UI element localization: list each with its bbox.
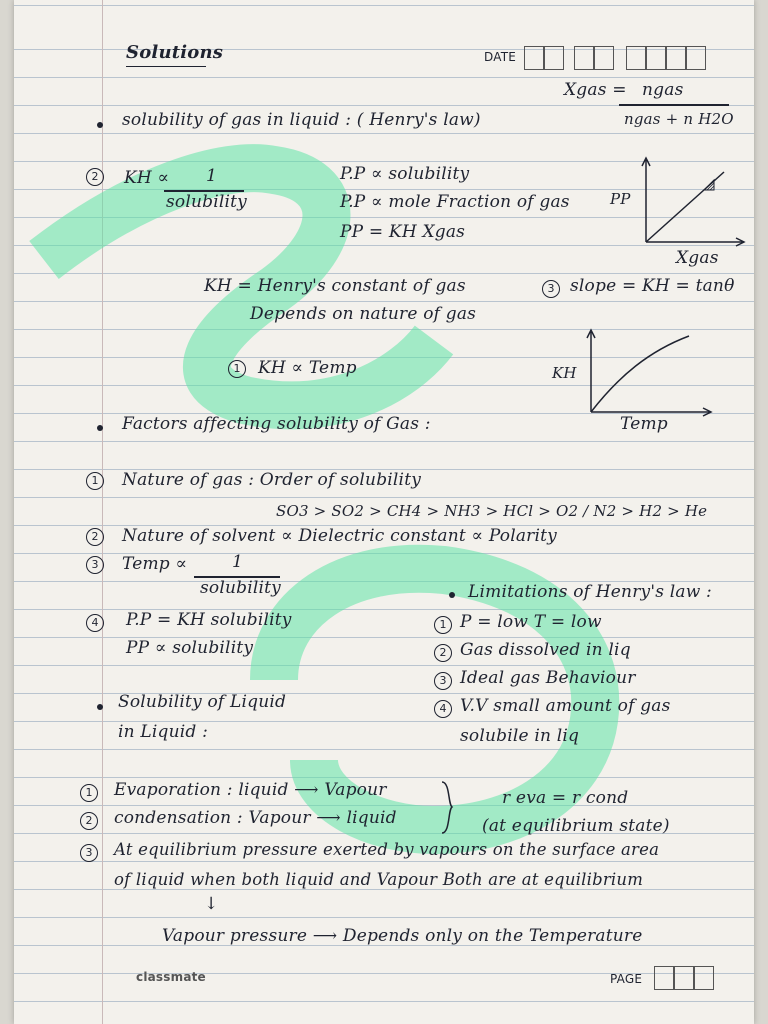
item-number: 2	[86, 528, 104, 546]
margin-line	[102, 0, 103, 1024]
graph1-xlabel: Xgas	[676, 248, 719, 268]
pp-mole-fraction: P.P ∝ mole Fraction of gas	[340, 192, 570, 212]
pp-solubility-prop: PP ∝ solubility	[126, 638, 254, 658]
item-number: 1	[228, 360, 246, 378]
xgas-denominator: ngas + n H2O	[624, 110, 734, 128]
pp-equation: PP = KH Xgas	[340, 222, 466, 242]
pp-solubility: P.P ∝ solubility	[340, 164, 470, 184]
bullet	[97, 425, 103, 431]
date-label: DATE	[484, 50, 517, 64]
item-number: 4	[86, 614, 104, 632]
page-title: Solutions	[126, 42, 224, 63]
graph1-ylabel: PP	[610, 190, 631, 208]
kh-proportional: KH ∝	[124, 168, 170, 188]
kh-numerator: 1	[206, 166, 218, 186]
limitation-3: Ideal gas Behaviour	[460, 668, 636, 688]
down-arrow-icon: ↓	[204, 894, 219, 914]
kh-depends: Depends on nature of gas	[250, 304, 477, 324]
henry-title: solubility of gas in liquid : ( Henry's law)	[122, 110, 481, 130]
brand-logo: classmate	[136, 970, 206, 984]
title-underline	[126, 66, 206, 67]
item-number: 2	[434, 644, 452, 662]
liquid-title-2: in Liquid :	[118, 722, 208, 742]
liquid-title-1: Solubility of Liquid	[118, 692, 287, 712]
item-number: 3	[542, 280, 560, 298]
slope-equation: slope = KH = tanθ	[570, 276, 735, 296]
item-number: 1	[86, 472, 104, 490]
xgas-lhs: Xgas =	[564, 80, 627, 100]
bullet	[97, 704, 103, 710]
item-number: 3	[434, 672, 452, 690]
kh-definition: KH = Henry's constant of gas	[204, 276, 466, 296]
solubility-order: SO3 > SO2 > CH4 > NH3 > HCl > O2 / N2 > H2 > He	[276, 502, 708, 520]
item-number: 1	[434, 616, 452, 634]
equilibrium-pressure: At equilibrium pressure exerted by vapours on the surface area	[114, 840, 660, 859]
equilibrium-state: (at equilibrium state)	[482, 816, 670, 836]
kh-vs-temp-graph	[579, 326, 719, 421]
kh-denominator: solubility	[166, 192, 247, 212]
factor-nature-solvent: Nature of solvent ∝ Dielectric constant ∝ Polarity	[122, 526, 557, 546]
kh-temp: KH ∝ Temp	[258, 358, 357, 378]
xgas-fraction-bar	[619, 104, 729, 106]
item-number: 3	[86, 556, 104, 574]
brace-icon	[438, 780, 458, 836]
item-number: 2	[86, 168, 104, 186]
factor-temp: Temp ∝	[122, 554, 188, 574]
notebook-page	[14, 0, 754, 1024]
xgas-numerator: ngas	[642, 80, 684, 100]
item-number: 4	[434, 700, 452, 718]
limitation-4-cont: solubile in liq	[460, 726, 580, 746]
condensation: condensation : Vapour ⟶ liquid	[114, 808, 397, 828]
graph2-ylabel: KH	[552, 364, 577, 382]
limitation-1: P = low T = low	[460, 612, 602, 632]
vapour-pressure-line: Vapour pressure ⟶ Depends only on the Temperature	[162, 926, 643, 946]
page-label: PAGE	[610, 972, 643, 986]
limitation-2: Gas dissolved in liq	[460, 640, 631, 660]
temp-numerator: 1	[232, 552, 244, 572]
bullet	[97, 122, 103, 128]
factors-title: Factors affecting solubility of Gas :	[122, 414, 431, 434]
limitations-title: Limitations of Henry's law :	[468, 582, 712, 602]
rates-equal: r eva = r cond	[502, 788, 629, 808]
equilibrium-pressure-cont: of liquid when both liquid and Vapour Both are at equilibrium	[114, 870, 644, 889]
factor-pp: P.P = KH solubility	[126, 610, 292, 630]
evaporation: Evaporation : liquid ⟶ Vapour	[114, 780, 387, 800]
item-number: 3	[80, 844, 98, 862]
item-number: 1	[80, 784, 98, 802]
factor-nature-gas: Nature of gas : Order of solubility	[122, 470, 422, 490]
bullet	[449, 592, 455, 598]
graph2-xlabel: Temp	[620, 414, 668, 434]
limitation-4: V.V small amount of gas	[460, 696, 671, 716]
temp-denominator: solubility	[200, 578, 281, 598]
item-number: 2	[80, 812, 98, 830]
